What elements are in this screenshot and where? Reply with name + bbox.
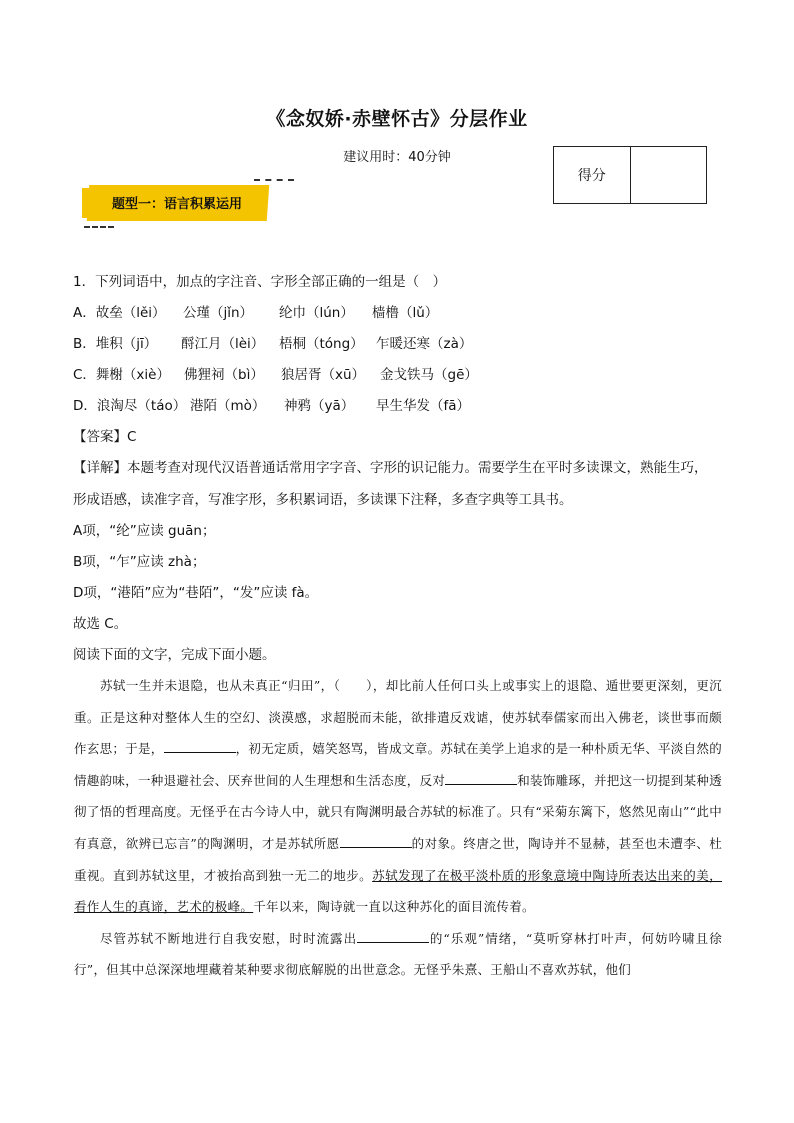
option-c: C．舞榭（xiè） 佛狸祠（bì） 狼居胥（xū） 金戈铁马（gē）: [73, 367, 478, 383]
section-banner: [88, 182, 270, 224]
analysis-line-2: 形成语感，读准字音，写准字形，多积累词语，多读课下注释，多查字典等工具书。: [73, 492, 573, 508]
blank-1: [164, 740, 236, 753]
score-value-field[interactable]: [630, 147, 707, 203]
blank-3: [340, 835, 412, 848]
blank-2: [445, 772, 517, 785]
suggested-time: 建议用时：40分钟: [343, 150, 451, 165]
page-title: 《念奴娇·赤壁怀古》分层作业: [266, 108, 528, 130]
section-label: 题型一：语言积累运用: [112, 197, 243, 212]
note-d: D项，“港陌”应为“巷陌”，“发”应读 fà。: [73, 585, 319, 601]
underlined-sentence: 苏轼发现了在极平淡朴质的形象意境中陶诗所表达出来的美，看作人生的真谛，艺术的极峰。: [74, 867, 722, 915]
option-a: A．故垒（lěi） 公瑾（jǐn） 纶巾（lún） 樯橹（lǔ）: [73, 305, 439, 321]
analysis-line-1: 【详解】本题考查对现代汉语普通话常用字字音、字形的识记能力。需要学生在平时多读课文，熟能生巧，: [73, 460, 708, 476]
option-d: D．浪淘尽（táo） 港陌（mò） 神鸦（yā） 早生华发（fā）: [73, 398, 471, 414]
note-a: A项，“纶”应读 guān；: [73, 523, 216, 539]
score-box: [553, 146, 707, 204]
reading-prompt: 阅读下面的文字，完成下面小题。: [73, 647, 276, 663]
passage-paragraph-2: 尽管苏轼不断地进行自我安慰，时时流露出 的“乐观”情绪，“莫听穿林打叶声，何妨吟啸且徐行”，但其中总深深地埋藏着某种要求彻底解脱的出世意念。无怪乎朱熹、王船山不喜欢苏轼，他们: [74, 930, 723, 978]
score-label: 得分: [577, 168, 606, 184]
conclusion: 故选 C。: [73, 616, 128, 632]
passage-paragraph-1: 苏轼一生并未退隐，也从未真正“归田”，（ ），却比前人任何口头上或事实上的退隐、遁世要更深刻，更沉重。正是这种对整体人生的空幻、淡漠感，求超脱而未能，欲排遣反戏谑，使苏轼奉儒家而出入佛老，谈世事而颇作玄思；于是， ，初无定质，嬉笑怒骂，皆成文章。苏轼在美学上追求的是一种朴质无华、平淡自然的情趣韵味，一种退避社会、厌弃世间的人生理想和生活态度，反对 和装饰雕琢，并把这一切提到某种透彻了悟的哲理高度。无怪乎在古今诗人中，就只有陶渊明最合苏轼的标准了。只有“采菊东篱下，悠然见南山”“此中有真意，欲辨已忘言”的陶渊明，才是苏轼所愿 的对象。终唐之世，陶诗并不显赫，甚至也未遭李、杜重视。直到苏轼这里，才被抬高到独一无二的地步。苏轼发现了在极平淡朴质的形象意境中陶诗所表达出来的美，看作人生的真谛，艺术的极峰。千年以来，陶诗就一直以这种苏化的面目流传着。: [74, 678, 723, 915]
answer: 【答案】C: [73, 429, 137, 445]
option-b: B．堆积（jī） 酹江月（lèi） 梧桐（tóng） 乍暖还寒（zà）: [73, 336, 473, 352]
blank-4: [357, 930, 429, 943]
question-stem: 1．下列词语中，加点的字注音、字形全部正确的一组是（ ）: [73, 274, 447, 290]
note-b: B项，“乍”应读 zhà；: [73, 554, 206, 570]
reading-passage: [74, 670, 722, 986]
